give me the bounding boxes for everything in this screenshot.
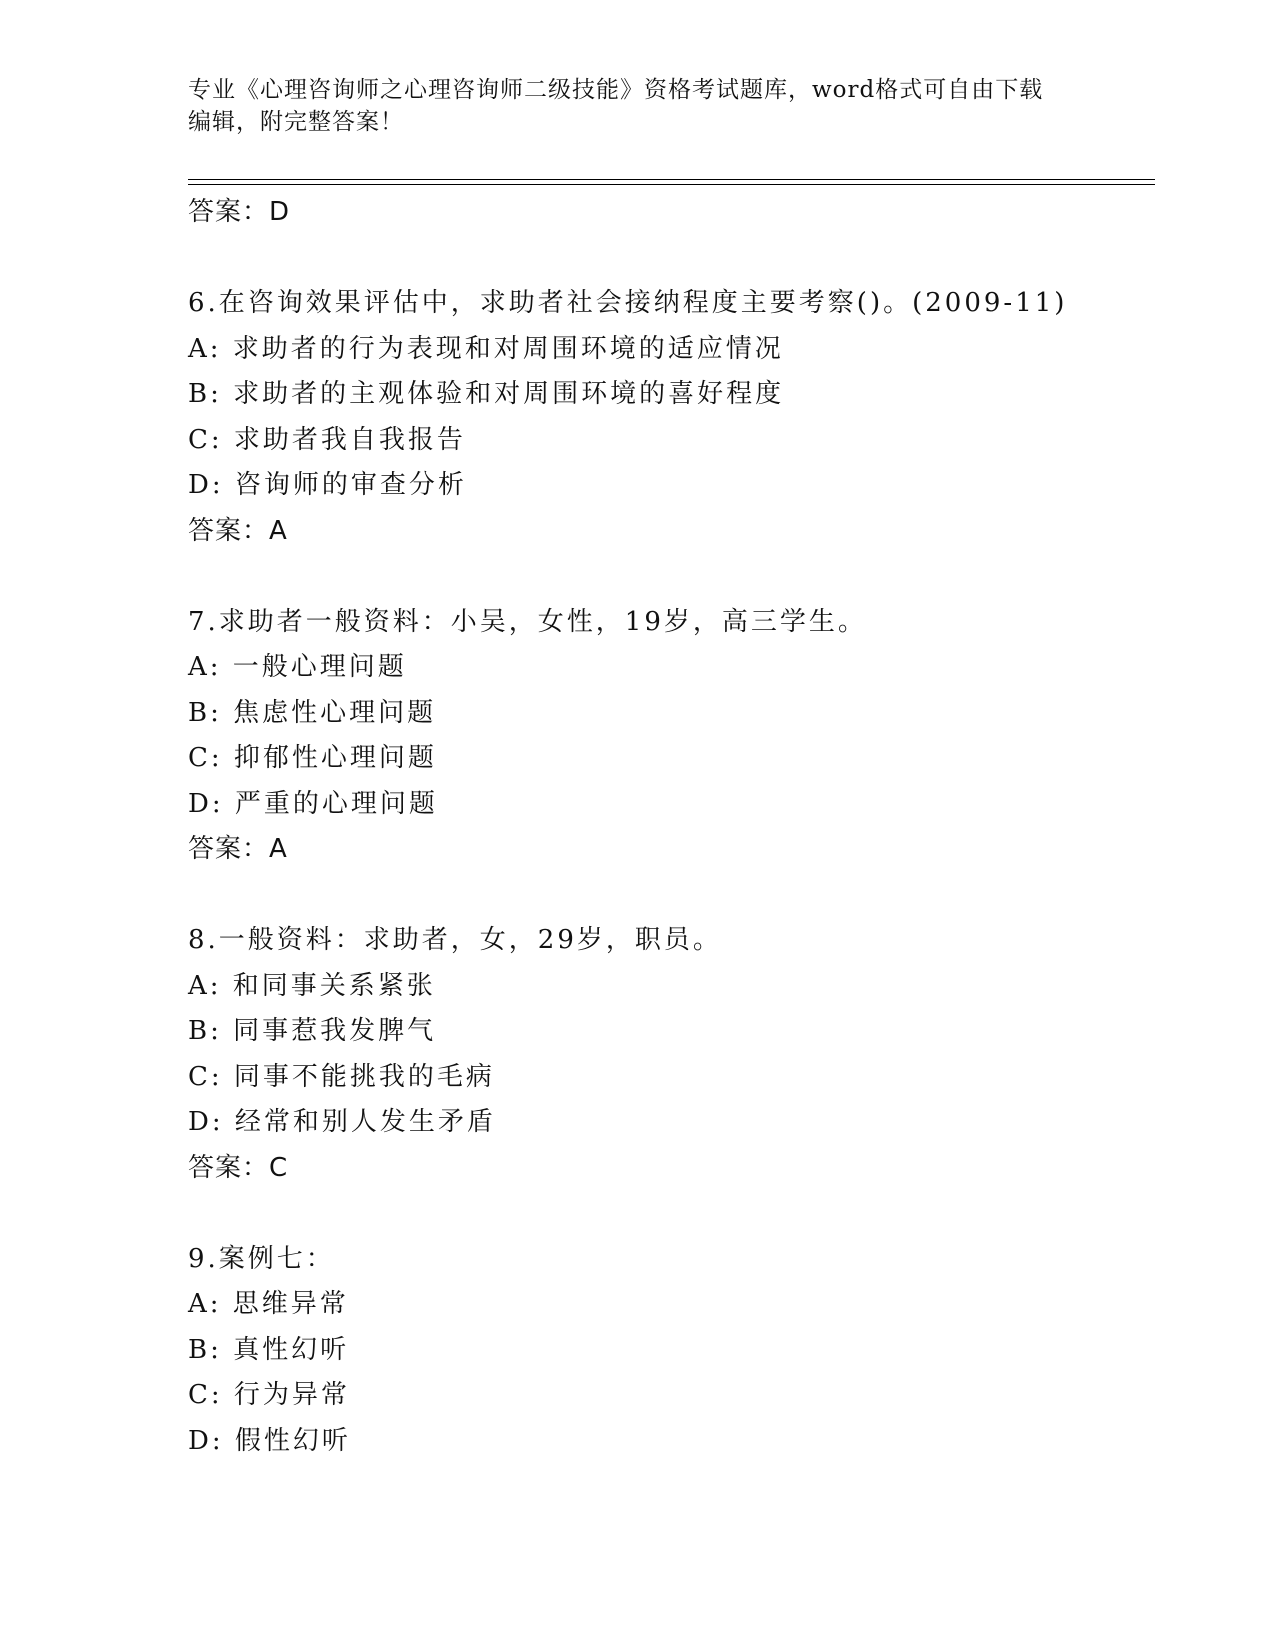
option-d: D: 假性幻听 bbox=[188, 1425, 351, 1456]
question-title: 6.在咨询效果评估中，求助者社会接纳程度主要考察()。(2009-11) bbox=[188, 288, 1068, 318]
header-divider-top bbox=[188, 179, 1155, 180]
header-divider-bottom bbox=[188, 184, 1155, 185]
option-d: D: 咨询师的审查分析 bbox=[188, 470, 467, 500]
question-title: 7.求助者一般资料：小吴，女性，19岁，高三学生。 bbox=[188, 606, 867, 637]
option-a: A: 求助者的行为表现和对周围环境的适应情况 bbox=[188, 333, 784, 364]
question-7 bbox=[188, 600, 1168, 870]
option-b: B: 同事惹我发脾气 bbox=[188, 1016, 437, 1046]
question-title: 9.案例七： bbox=[188, 1243, 335, 1274]
question-title: 8.一般资料：求助者，女，29岁，职员。 bbox=[188, 925, 722, 955]
option-a: A: 一般心理问题 bbox=[188, 652, 407, 682]
option-c: C: 行为异常 bbox=[188, 1380, 350, 1410]
document-header bbox=[188, 74, 1088, 138]
option-c: C: 求助者我自我报告 bbox=[188, 424, 466, 455]
option-d: D: 严重的心理问题 bbox=[188, 788, 438, 819]
answer-line: 答案：A bbox=[188, 834, 288, 864]
question-list bbox=[188, 192, 1168, 1464]
answer-line: 答案：A bbox=[188, 515, 288, 546]
option-c: C: 同事不能挑我的毛病 bbox=[188, 1061, 495, 1092]
option-b: B: 真性幻听 bbox=[188, 1334, 350, 1365]
option-c: C: 抑郁性心理问题 bbox=[188, 743, 437, 773]
option-a: A: 和同事关系紧张 bbox=[188, 970, 436, 1001]
question-9 bbox=[188, 1237, 1168, 1465]
option-d: D: 经常和别人发生矛盾 bbox=[188, 1107, 496, 1137]
question-6 bbox=[188, 281, 1168, 551]
answer-line: 答案：C bbox=[188, 1152, 289, 1183]
option-b: B: 焦虑性心理问题 bbox=[188, 697, 437, 728]
option-b: B: 求助者的主观体验和对周围环境的喜好程度 bbox=[188, 379, 785, 409]
header-line-2: 编辑，附完整答案！ bbox=[188, 109, 404, 135]
header-line-1: 专业《心理咨询师之心理咨询师二级技能》资格考试题库，word格式可自由下载 bbox=[188, 77, 1044, 103]
answer-line: 答案：D bbox=[188, 197, 291, 227]
question-8 bbox=[188, 918, 1168, 1188]
option-a: A: 思维异常 bbox=[188, 1289, 349, 1319]
